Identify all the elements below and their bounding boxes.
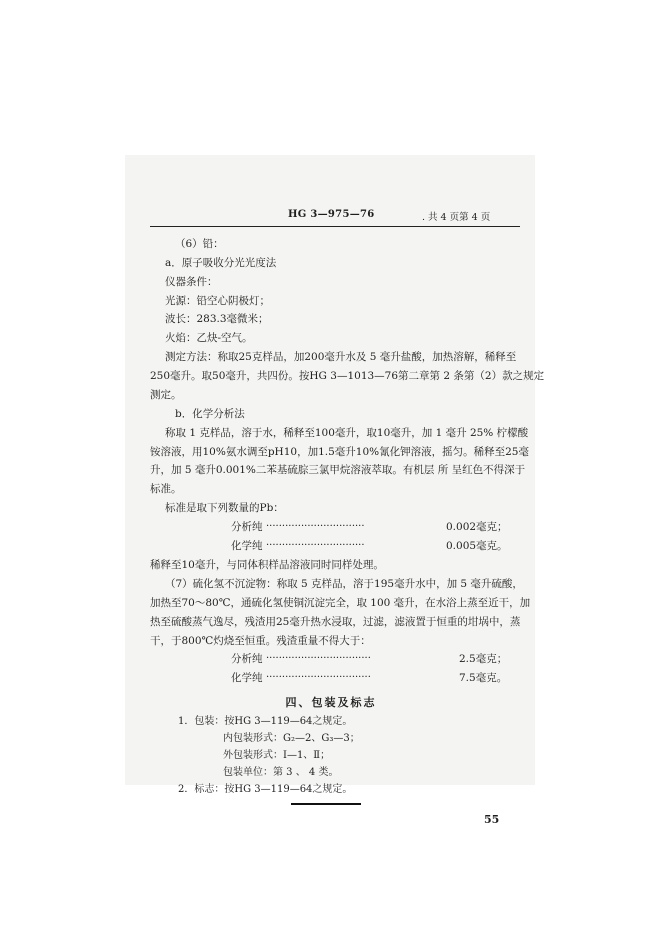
page-number: 55 <box>484 813 500 826</box>
lead-title: （6）铅： <box>175 238 224 250</box>
packaging-unit: 包装单位：第 3 、 4 类。 <box>223 767 339 778</box>
marking-line: 2．标志：按HG 3—119—64之规定。 <box>178 784 353 795</box>
section-title: 四、包装及标志 <box>285 696 377 709</box>
p7-line: 干，于800℃灼烧至恒重。残渣重量不得大于： <box>150 635 371 647</box>
p7-line: 加热至70～80℃，通硫化氢使铜沉淀完全，取 100 毫升，在水浴上蒸至近干，加 <box>150 597 531 609</box>
a-line: 测定。 <box>150 389 182 401</box>
page-count: . 共 4 页第 4 页 <box>422 212 491 223</box>
pb-row-dots: ······························· <box>266 540 365 551</box>
header-rule <box>150 226 520 227</box>
residue-row-label: 化学纯 <box>231 672 263 684</box>
pb-row-label: 化学纯 <box>231 540 263 552</box>
b-line: 铵溶液，用10%氨水调至pH10，加1.5毫升10%氰化钾溶液，摇匀。稀释至25毫 <box>150 446 529 458</box>
inner-packaging: 内包装形式：G₂—2、G₃—3； <box>223 733 360 744</box>
residue-row-value: 2.5毫克； <box>459 653 508 665</box>
a-line: 测定方法：称取25克样品，加200毫升水及 5 毫升盐酸，加热溶解，稀释至 <box>165 351 517 363</box>
instrument-conditions: 仪器条件： <box>165 276 218 288</box>
standard-note: 标准是取下列数量的Pb： <box>165 502 284 514</box>
pb-row-dots: ······························· <box>266 521 365 532</box>
pb-row-label: 分析纯 <box>231 521 263 533</box>
b-line: 称取 1 克样品，溶于水，稀释至100毫升，取10毫升，加 1 毫升 25% 柠檬酸 <box>165 427 529 439</box>
residue-row-label: 分析纯 <box>231 653 263 665</box>
method-b-title: b．化学分析法 <box>175 408 245 420</box>
outer-packaging: 外包装形式：Ⅰ—1、Ⅱ； <box>223 750 331 761</box>
light-source: 光源：铅空心阴极灯； <box>165 295 270 307</box>
pb-row-value: 0.005毫克。 <box>446 540 508 552</box>
dilute-note: 稀释至10毫升，与同体积样品溶液同时同样处理。 <box>150 559 384 571</box>
b-line: 升，加 5 毫升0.001%二苯基硫腙三氯甲烷溶液萃取。有机层 所 呈红色不得深于 <box>150 464 526 476</box>
method-a-title: a．原子吸收分光光度法 <box>165 257 277 269</box>
packaging-line: 1．包装：按HG 3—119—64之规定。 <box>178 716 353 727</box>
residue-row-value: 7.5毫克。 <box>459 672 508 684</box>
p7-line: （7）硫化氢不沉淀物：称取 5 克样品，溶于195毫升水中，加 5 毫升硫酸， <box>165 578 523 590</box>
residue-row-dots: ································· <box>266 672 371 683</box>
flame: 火焰：乙炔-空气。 <box>165 332 253 344</box>
p7-line: 热至硫酸蒸气逸尽，残渣用25毫升热水浸取，过滤，滤液置于恒重的坩埚中，蒸 <box>150 616 521 628</box>
standard-code: HG 3—975—76 <box>288 209 375 220</box>
wavelength: 波长：283.3毫微米； <box>165 313 269 325</box>
residue-row-dots: ································· <box>266 653 371 664</box>
a-line: 250毫升。取50毫升，共四份。按HG 3—1013—76第二章第 2 条第（2）款之规定 <box>150 370 545 382</box>
end-rule <box>291 803 361 805</box>
pb-row-value: 0.002毫克； <box>446 521 508 533</box>
b-line: 标准。 <box>150 483 182 495</box>
